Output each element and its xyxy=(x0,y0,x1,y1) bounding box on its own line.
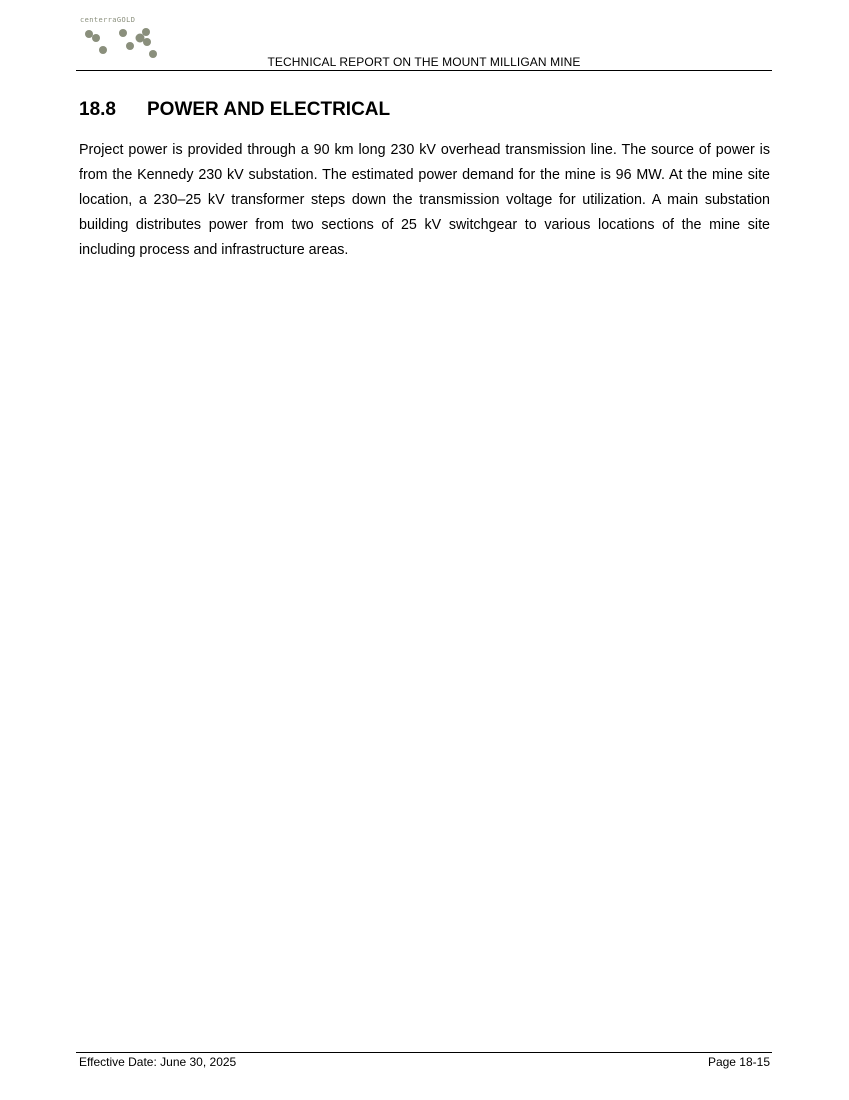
section-body-paragraph: Project power is provided through a 90 km long 230 kV overhead transmission line. The source of power is from the Kennedy 230 kV substation. The estimated power demand for the mine is 96 MW. At the mine site location, a 230–25 kV transformer steps down the transmission voltage for utilization. A main substation building distributes power from two sections of 25 kV switchgear to various locations of the mine site including process and infrastructure areas. xyxy=(79,142,770,258)
header-divider xyxy=(76,70,772,71)
section-title: POWER AND ELECTRICAL xyxy=(147,99,391,120)
footer-page-number: Page 18-15 xyxy=(707,1055,770,1069)
logo-wordmark: centerraGOLD xyxy=(80,16,136,24)
report-header-title: TECHNICAL REPORT ON THE MOUNT MILLIGAN MINE xyxy=(267,55,581,69)
section-heading xyxy=(79,99,390,121)
footer-effective-date: Effective Date: June 30, 2025 xyxy=(79,1055,237,1069)
section-number: 18.8 xyxy=(79,99,116,120)
footer-divider xyxy=(76,1052,772,1053)
